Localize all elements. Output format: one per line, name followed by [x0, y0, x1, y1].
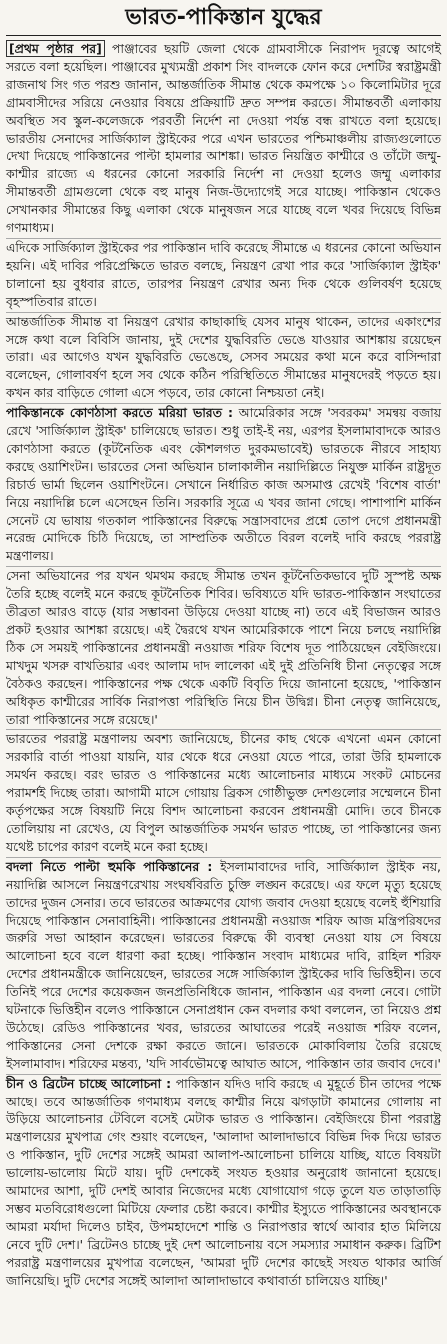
paragraph-4: [6, 404, 441, 567]
headline: ভারত-পাকিস্তান যুদ্ধের: [6, 3, 441, 36]
paragraph-text: আমেরিকার সঙ্গে 'সবরকম' সমন্বয় বজায় রেখে 'সার্জিক্যাল স্ট্রাইক' চালিয়েছে ভারত। শুধু তাই-ই নয়, এরপর ইসলামাবাদকে আরও কোণঠাসা করতে (কূটনৈতিক এবং কৌশলগত দুরকমভাবেই) ভারতকে নীরবে সাহায্য করছে ওয়াশিংটন। ভারতের সেনা অভিযান চালাকালীন নয়াদিল্লিতে নিযুক্ত মার্কিন রাষ্ট্রদূত রিচার্ড ভার্মা ছিলেন ওয়াশিংটনে। সেখানে নির্ধারিত কাজ অসমাপ্ত রেখেই 'বিশেষ বার্তা' নিয়ে নয়াদিল্লি চলে এসেছেন তিনি। সরকারি সূত্রে এ খবর জানা গেছে। পাশাপাশি মার্কিন সেনেট যে ভাষায় গতকাল পাকিস্তানের বিরুদ্ধে সন্ত্রাসবাদের প্রশ্নে তোপ দেগে প্রধানমন্ত্রী নরেন্দ্র মোদিকে চিঠি দিয়েছে, তা সাম্প্রতিক অতীতে বিরল বলেই দাবি করছে পররাষ্ট্র মন্ত্রণালয়।: [6, 405, 441, 564]
subhead-india-cornering: পাকিস্তানকে কোণঠাসা করতে মরিয়া ভারত :: [6, 405, 233, 421]
article-body: [6, 40, 441, 1291]
continuation-label: [প্রথম পৃষ্ঠার পর]: [6, 40, 105, 57]
paragraph-7: [6, 858, 441, 1075]
subhead-china-britain: চীন ও ব্রিটেন চাচ্ছে আলোচনা :: [6, 1075, 172, 1091]
paragraph-text: পাকিস্তান যদিও দাবি করছে এ মুহূর্তে চীন তাদের পক্ষে আছে। তবে আন্তর্জাতিক গণমাধ্যম বলছে কাশ্মীর নিয়ে ঝগড়াটা কামানের গোলায় না উড়িয়ে আলোচনার টেবিলে বসেই মেটাক ভারত ও পাকিস্তান। বেইজিংয়ে চীনা পররাষ্ট্র মন্ত্রণালয়ের মুখপাত্র গেং শুয়াং বলেছেন, 'আলাদা আলাদাভাবে বিভিন্ন দিক দিয়ে ভারত ও পাকিস্তান, দুটি দেশের সঙ্গেই আমরা আলাপ-আলোচনা চালিয়ে যাচ্ছি, যাতে বিষয়টা ভালোয়-ভালোয় মিটে যায়। দুটি দেশকেই সংযত হওয়ার অনুরোধ জানানো হয়েছে। আমাদের আশা, দুটি দেশই আবার নিজেদের মধ্যে যোগাযোগ গড়ে তুলে যত তাড়াতাড়ি সম্ভব মতবিরোধগুলো মিটিয়ে ফেলার চেষ্টা করবে। কাশ্মীর ইস্যুতে পাকিস্তানের অবস্থানকে আমরা মর্যাদা দিলেও চাইব, উপমহাদেশে শান্তি ও নিরাপত্তার স্বার্থে আবার হাত মিলিয়ে নেবে দুটি দেশ।' ব্রিটেনও চাচ্ছে দুই দেশ আলোচনায় বসে সমস্যার সমাধান করুক। ব্রিটিশ পররাষ্ট্র মন্ত্রণালয়ের মুখপাত্র বলেছেন, 'আমরা দুটি দেশের কাছেই সংযত থাকার আর্জি জানিয়েছি। দুটি দেশের সঙ্গেই আলাদা আলাদাভাবে কথাবার্তা চালিয়েও যাচ্ছি।': [6, 1075, 441, 1288]
paragraph-text: পাঞ্জাবের ছয়টি জেলা থেকে গ্রামবাসীকে নিরাপদ দূরত্বে আগেই সরতে বলা হয়েছিল। পাঞ্জাবের মুখ্যমন্ত্রী প্রকাশ সিং বাদলকে ফোন করে দেশটির স্বরাষ্ট্রমন্ত্রী রাজনাথ সিং গত পরশু জানান, আন্তর্জাতিক সীমান্ত থেকে কমপক্ষে ১০ কিলোমিটার দূরে গ্রামবাসীদের সরিয়ে নেওয়ার বিষয়ে প্রক্রিয়াটি দ্রুত সম্পন্ন করতে। সীমান্তবর্তী এলাকায় অবস্থিত সব স্কুল-কলেজকে পরবর্তী নির্দেশ না দেওয়া পর্যন্ত বন্ধ রাখতে বলা হয়েছে। ভারতীয় সেনাদের সার্জিক্যাল স্ট্রাইকের পরে এখন ভারতের পশ্চিমাঞ্চলীয় রাজ্যগুলোতে দেখা দিয়েছে পাকিস্তানের পাল্টা হামলার আশঙ্কা। ভারত নিয়ন্ত্রিত কাশ্মীরে ও তাঁটো জম্মু-কাশ্মীর রাজ্যে এ ধরনের কোনো সরকারি নির্দেশ না দেওয়া হলেও জম্মু এলাকার সীমান্তবর্তী গ্রামগুলো থেকে বহু মানুষ নিজ-উদ্যোগেই সরে যাচ্ছে। পাকিস্তান থেকেও সেখানকার সীমান্তের কিছু এলাকা থেকে মানুষজন সরে যাচ্ছে বলে খবর দিয়েছে বিভিন্ন গণমাধ্যম।: [6, 41, 441, 236]
paragraph-text: আন্তর্জাতিক সীমান্ত বা নিয়ন্ত্রণ রেখার কাছাকাছি যেসব মানুষ থাকেন, তাদের একাংশের সঙ্গে কথা বলে বিবিসি জানায়, দুই দেশের যুদ্ধবিরতি ভেঙে যাওয়ার আশঙ্কায় রয়েছেন তারা। এর আগেও যখন যুদ্ধবিরতি ভেঙেছে, সেসব সময়ের কথা মনে করে বাসিন্দারা বলেছেন, গোলাবর্ষণ হলে সব থেকে কঠিন পরিস্থিতিতে সীমান্তের মানুষদেরই পড়তে হয়। কখন কার বাড়িতে গোলা এসে পড়বে, তার কোনো নিশ্চয়তা নেই।: [6, 313, 441, 401]
paragraph-5: [6, 567, 441, 730]
paragraph-text: ভারতের পররাষ্ট্র মন্ত্রণালয় অবশ্য জানিয়েছে, চীনের কাছ থেকে এখনো এমন কোনো সরকারি বার্তা পাওয়া যায়নি, যার থেকে ধরে নেওয়া যেতে পারে, তারা উরি হামলাকে সমর্থন করছে। বরং ভারত ও পাকিস্তানের মধ্যে আলোচনার মাধ্যমে সংকট মোচনের পরামর্শই দিচ্ছে তারা। আগামী মাসে গোয়ায় ব্রিকস গোষ্ঠীভুক্ত দেশগুলোর সম্মেলনে চীনা কর্তৃপক্ষের সঙ্গে বিষয়টি নিয়ে বিশদ আলোচনা করবেন প্রধানমন্ত্রী মোদি। তবে চীনকে তোলিয়ায় না রেখেও, যে বিপুল আন্তর্জাতিক সমর্থন ভারত পাচ্ছে, তা পাকিস্তানের জন্য যথেষ্ট চাপের কারণ বলেই মনে করা হচ্ছে।: [6, 731, 441, 854]
paragraph-3: [6, 313, 441, 405]
paragraph-2: [6, 239, 441, 313]
paragraph-text: ইসলামাবাদের দাবি, সার্জিক্যাল স্ট্রাইক নয়, নয়াদিল্লি আসলে নিয়ন্ত্রণরেখায় সংঘর্ষবিরতি চুক্তি লঙ্ঘন করেছে। এর ফলে মৃত্যু হয়েছে তাদের দুজন সেনার। তবে ভারতের আক্রমণের যোগ্য জবাব দেওয়া হয়েছে বলেই হুঁশিয়ারি দিয়েছে পাকিস্তান সেনাবাহিনী। পাকিস্তানের প্রধানমন্ত্রী নওয়াজ শরিফ আজ মন্ত্রিপরিষদের জরুরি সভা আহ্বান করেছেন। ভারতের বিরুদ্ধে কী ব্যবস্থা নেওয়া যায় সে বিষয়ে আলোচনা হবে বলে ধারণা করা হচ্ছে। পাকিস্তান সংবাদ মাধ্যমের দাবি, রাহিল শরিফ দেশের প্রধানমন্ত্রীকে জানিয়েছেন, ভারতের সঙ্গে সার্জিক্যাল স্ট্রাইকের দাবি ভিত্তিহীন। তবে তিনিই পরে দেশের কয়েকজন জনপ্রতিনিধিকে জানান, পাকিস্তান এর বদলা নেবে। গোটা ঘটনাকে ভিত্তিহীন বলেও পাকিস্তানে সেনাপ্রধান কেন বদলার কথা বললেন, তা নিয়েও প্রশ্ন উঠেছে। রেডিও পাকিস্তানের খবর, ভারতের আঘাতের পরেই নওয়াজ শরিফ বলেন, পাকিস্তানের সেনা দেশকে রক্ষা করতে জানে। ভারতকে মোকাবিলায় তৈরি রয়েছে ইসলামাবাদ। শরিফের মন্তব্য, 'যদি সার্বভৌমত্বে আঘাত আসে, পাকিস্তান তার জবাব দেবে।': [6, 858, 441, 1071]
subhead-pakistan-threat: বদলা নিতে পাল্টা হুমকি পাকিস্তানের :: [6, 858, 213, 874]
paragraph-8: [6, 1075, 441, 1291]
paragraph-text: এদিকে সার্জিক্যাল স্ট্রাইকের পর পাকিস্তান দাবি করেছে সীমান্তে এ ধরনের কোনো অভিযান হয়নি। এই দাবির পরিপ্রেক্ষিতে ভারত বলছে, নিয়ন্ত্রণ রেখা পার করে 'সার্জিক্যাল স্ট্রাইক' চালানো হয় বুধবার রাতে, তারপর নিয়ন্ত্রণ রেখার অন্য দিক থেকে গুলিবর্ষণ হয়েছে বৃহস্পতিবার রাতে।: [6, 239, 441, 309]
paragraph-text: সেনা অভিযানের পর যখন থমথম করছে সীমান্ত তখন কূটনৈতিকভাবে দুটি সুস্পষ্ট অক্ষ তৈরি হচ্ছে বলেই মনে করছে কূটনৈতিক শিবির। ভবিষ্যতে যদি ভারত-পাকিস্তান সংঘাতের তীব্রতা আরও বাড়ে (যার সম্ভাবনা উড়িয়ে দেওয়া যাচ্ছে না) তবে এই বিভাজন আরও প্রকট হওয়ার আশঙ্কা রয়েছে। এই দ্বৈরথে যখন আমেরিকাকে পাশে নিয়ে চলছে নয়াদিল্লি ঠিক সে সময়ই পাকিস্তানের প্রধানমন্ত্রী নওয়াজ শরিফ বিশেষ দূত পাঠিয়েছেন বেইজিংয়ে। মাখদুম খসরু বাখতিয়ার এবং আলাম দাদ লালেকা এই দুই প্রতিনিধি চীনা নেতৃত্বের সঙ্গে বৈঠকও করছেন। পাকিস্তানের পক্ষ থেকে একটি বিবৃতি দিয়ে জানানো হয়েছে, 'পাকিস্তান অধিকৃত কাশ্মীরের সার্বিক নিরাপত্তা পরিস্থিতি নিয়ে চীন উদ্বিগ্ন। চীনা নেতৃত্ব জানিয়েছে, তারা পাকিস্তানের সঙ্গে রয়েছে।': [6, 568, 441, 727]
paragraph-6: [6, 730, 441, 857]
paragraph-1: [6, 40, 441, 239]
